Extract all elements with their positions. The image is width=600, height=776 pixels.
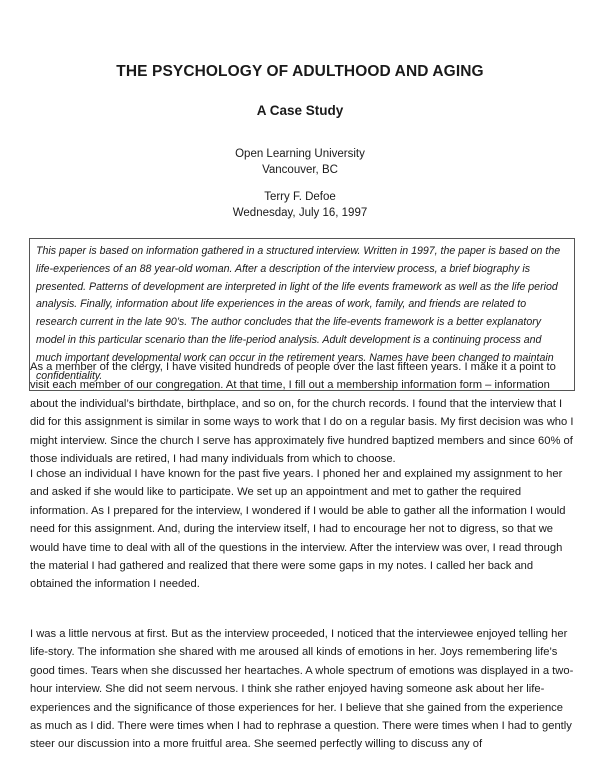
author-block — [0, 189, 600, 221]
author-name: Terry F. Defoe — [264, 191, 336, 203]
abstract-box: This paper is based on information gathered in a structured interview. Written in 1997, the paper is based on the life-experiences of an 88 year-old woman. After a description of the interview process, a brief biography is presented. Patterns of development are interpreted in light of the life events framework as well as the life period analysis. Finally, information about life experiences in the areas of work, family, and friends are related to research current in the late 90’s. The author concludes that the life-events framework is a better explanatory model in this particular scenario than the life-period analysis. Adult development is a continuing process and much important developmental work can occur in the retirement years. Names have been changed to maintain confidentiality. — [29, 238, 575, 391]
institution-name: Open Learning University — [235, 148, 365, 160]
page-subtitle: A Case Study — [256, 103, 344, 118]
document-date: Wednesday, July 16, 1997 — [232, 207, 368, 219]
institution-location: Vancouver, BC — [262, 164, 338, 176]
body-paragraph-1: As a member of the clergy, I have visited hundreds of people over the last fifteen years. I make it a point to visit each member of our congregation. At that time, I fill out a membership information form – information about the individual’s birthdate, birthplace, and so on, for the church records. I found that the interview that I did for this assignment is similar in some ways to work that I do on a regular basis. My first decision was who I might interview. Since the church I serve has approximately five hundred baptized members and since 60% of those individuals are retired, I had many individuals from which to choose. — [30, 361, 574, 466]
body-paragraph-3: I was a little nervous at first. But as the interview proceeded, I noticed that the interviewee enjoyed telling her life-story. The information she shared with me aroused all kinds of emotions in her. Joys remembering life’s good times. Tears when she discussed her heartaches. A whole spectrum of emotions was displayed in a two-hour interview. She did not seem nervous. I think she rather enjoyed having someone ask about her life-experiences and the significance of those experiences for her. I believe that she gained from the experience as much as I did. There were times when I had to rephrase a question. There were times when I had to gently steer our discussion into a more fruitful area. She seemed perfectly willing to discuss any of — [30, 628, 574, 751]
page-title: THE PSYCHOLOGY OF ADULTHOOD AND AGING — [116, 63, 484, 80]
body-paragraph-2: I chose an individual I have known for the past five years. I phoned her and explained my assignment to her and asked if she would like to participate. We set up an appointment and met to gather the required information. As I prepared for the interview, I wondered if I would be able to gather all the information I would need for this assignment. And, during the interview itself, I had to encourage her not to digress, so that we would have time to deal with all of the questions in the interview. After the interview was over, I read through the material I had gathered and realized that there were some gaps in my notes. I called her back and obtained the information I needed. — [30, 468, 566, 591]
institution-block — [0, 146, 600, 178]
